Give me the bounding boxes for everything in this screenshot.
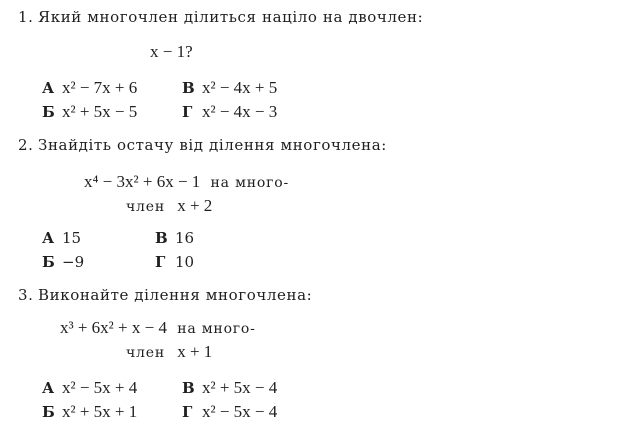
option-value: 10 xyxy=(175,253,195,271)
option-value: 16 xyxy=(175,229,195,247)
option-b[interactable] xyxy=(42,102,137,122)
polynomial-expression: x³ + 6x² + x − 4 xyxy=(60,318,167,337)
question-2-heading xyxy=(18,136,387,154)
option-g[interactable] xyxy=(155,252,194,272)
option-letter: Б xyxy=(42,403,55,421)
divisor-expression: x − 1? xyxy=(150,42,193,61)
option-b[interactable] xyxy=(42,252,84,272)
option-letter: Г xyxy=(182,103,193,121)
option-b[interactable] xyxy=(42,402,137,422)
question-number: 2. xyxy=(18,136,34,154)
polynomial-line-2 xyxy=(126,196,212,216)
option-letter: В xyxy=(182,379,195,397)
option-v[interactable] xyxy=(182,378,277,398)
question-text: Виконайте ділення многочлена: xyxy=(38,286,313,304)
continuation-text: на много- xyxy=(210,175,290,191)
option-a[interactable] xyxy=(42,228,81,248)
question-1-heading xyxy=(18,8,423,26)
continuation-text: член xyxy=(126,199,165,215)
question-number: 3. xyxy=(18,286,34,304)
option-expression: x² + 5x + 1 xyxy=(62,402,138,421)
option-value: −9 xyxy=(62,253,85,271)
option-expression: x² − 5x + 4 xyxy=(62,378,138,397)
option-letter: В xyxy=(182,79,195,97)
question-text: Який многочлен ділиться націло на двочлен: xyxy=(38,8,424,26)
question-number: 1. xyxy=(18,8,34,26)
option-expression: x² − 4x − 3 xyxy=(202,102,278,121)
option-letter: В xyxy=(155,229,168,247)
option-g[interactable] xyxy=(182,102,277,122)
polynomial-line-2 xyxy=(126,342,212,362)
option-expression: x² − 4x + 5 xyxy=(202,78,278,97)
polynomial-expression: x⁴ − 3x² + 6x − 1 xyxy=(84,172,201,191)
option-expression: x² + 5x − 4 xyxy=(202,378,278,397)
option-letter: А xyxy=(42,229,55,247)
option-a[interactable] xyxy=(42,378,137,398)
option-a[interactable] xyxy=(42,78,137,98)
option-v[interactable] xyxy=(182,78,277,98)
polynomial-line-1 xyxy=(84,172,289,192)
option-letter: Г xyxy=(182,403,193,421)
option-letter: А xyxy=(42,79,55,97)
continuation-text: на много- xyxy=(177,321,256,337)
option-letter: Г xyxy=(155,253,166,271)
option-v[interactable] xyxy=(155,228,194,248)
polynomial-line-1 xyxy=(60,318,256,338)
option-letter: Б xyxy=(42,103,55,121)
divisor-expression: x + 1 xyxy=(177,342,213,361)
option-expression: x² + 5x − 5 xyxy=(62,102,138,121)
divisor-expression: x + 2 xyxy=(177,196,213,215)
option-value: 15 xyxy=(62,229,82,247)
question-text: Знайдіть остачу від ділення многочлена: xyxy=(38,136,387,154)
option-expression: x² − 5x − 4 xyxy=(202,402,278,421)
continuation-text: член xyxy=(126,345,165,361)
option-g[interactable] xyxy=(182,402,277,422)
question-3-heading xyxy=(18,286,312,304)
option-letter: А xyxy=(42,379,55,397)
option-expression: x² − 7x + 6 xyxy=(62,78,138,97)
option-letter: Б xyxy=(42,253,55,271)
